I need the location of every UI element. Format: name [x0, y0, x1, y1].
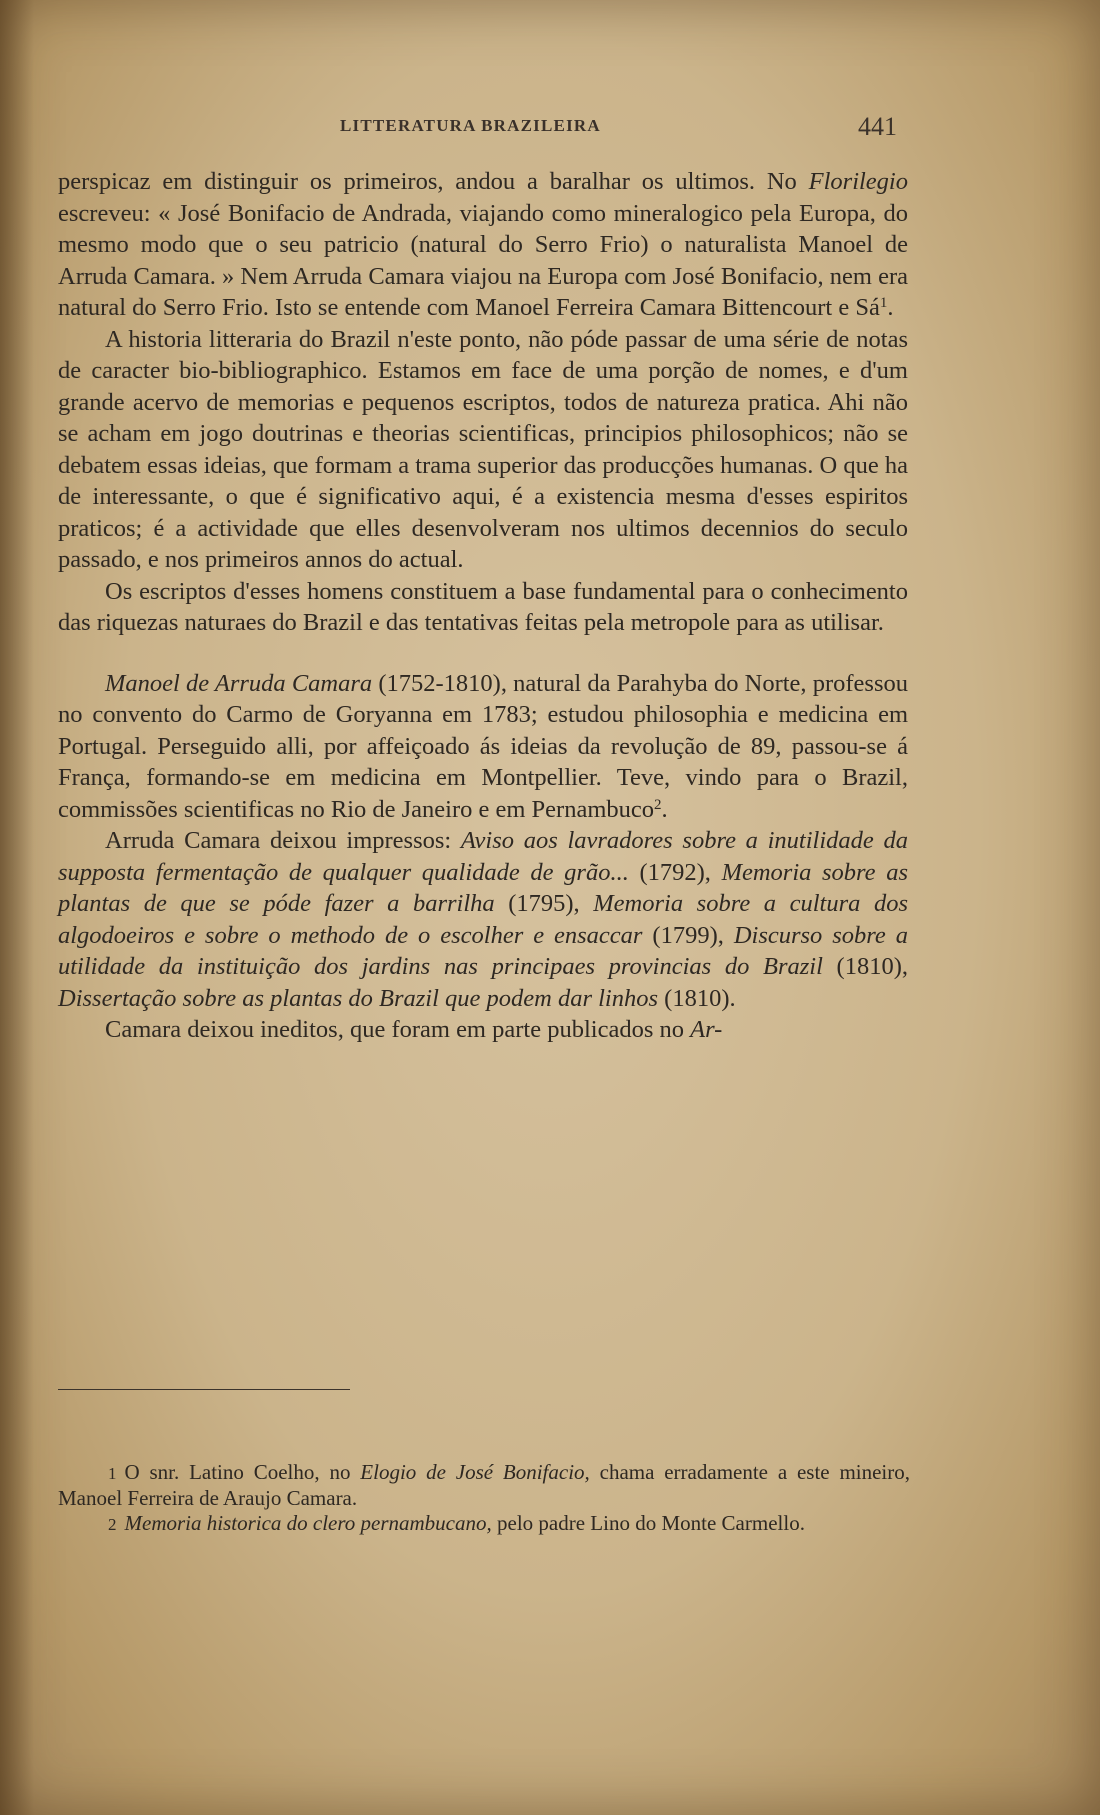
- page-spine-shadow: [0, 0, 34, 1815]
- footnote-divider: [58, 1389, 350, 1390]
- paragraph-4: Manoel de Arruda Camara (1752-1810), natural da Parahyba do Norte, professou no convento do Carmo de Goryanna em 1783; estudou philosophia e medicina em Portugal. Perseguido alli, por affeiçoado ás ideias da revolução de 89, passou-se á França, formando-se em medicina em Montpellier. Teve, vindo para o Brazil, commissões scientificas no Rio de Janeiro e em Pernambuco$^2$.: [58, 669, 909, 823]
- footnote-ref-2: 2: [654, 796, 662, 813]
- body-text: [58, 166, 908, 1046]
- page-header: [0, 112, 1100, 142]
- paragraph-3: Os escriptos d'esses homens constituem a base fundamental para o conhecimento das riquezas naturaes do Brazil e das tentativas feitas pela metropole para as utilisar.: [58, 577, 908, 636]
- work-title: Memoria sobre a cultura dos algodoeiros e sobre o methodo de o escolher e ensaccar: [58, 890, 908, 949]
- work-title: Aviso aos lavradores sobre a inutilidade da supposta fermentação de qualquer qualidade de grão...: [58, 827, 908, 886]
- running-title: LITTERATURA BRAZILEIRA: [340, 116, 601, 135]
- footnote-mark: 2: [108, 1515, 117, 1534]
- page-number: 441: [858, 112, 897, 141]
- paragraph-1: perspicaz em distinguir os primeiros, andou a baralhar os ultimos. No Florilegio escreveu: « José Bonifacio de Andrada, viajando como mineralogico pela Europa, do mesmo modo que o seu patricio (natural do Serro Frio) o naturalista Manoel de Arruda Camara. » Nem Arruda Camara viajou na Europa com José Bonifacio, nem era natural do Serro Frio. Isto se entende com Manoel Ferreira Camara Bittencourt e $Sá^1$.: [58, 168, 908, 321]
- footnote-1: 1 O snr. Latino Coelho, no Elogio de José Bonifacio, chama erradamente a este mineiro, Manoel Ferreira de Araujo Camara.: [58, 1460, 911, 1510]
- paragraph-2: A historia litteraria do Brazil n'este ponto, não póde passar de uma série de notas de caracter bio-bibliographico. Estamos em face de uma porção de nomes, e d'um grande acervo de memorias e pequenos escriptos, todos de natureza pratica. Ahi não se acham em jogo doutrinas e theorias scientificas, principios philosophicos; não se debatem essas ideias, que formam a trama superior das producções humanas. O que ha de interessante, o que é significativo aqui, é a existencia mesma d'esses espiritos praticos; é a actividade que elles desenvolveram nos ultimos decennios do seculo passado, e nos primeiros annos do actual.: [58, 325, 908, 573]
- paragraph-6: Camara deixou ineditos, que foram em parte publicados no Ar-: [105, 1016, 723, 1043]
- paragraph-5: Arruda Camara deixou impressos: Aviso aos lavradores sobre a inutilidade da supposta fermentação de qualquer qualidade de grão... (1792), Memoria sobre as plantas de que se póde fazer a barrilha (1795), Memoria sobre a cultura dos algodoeiros e sobre o methodo de o escolher e ensaccar (1799), Discurso sobre a utilidade da instituição dos jardins nas principaes provincias do Brazil (1810), Dissertação sobre as plantas do Brazil que podem dar linhos (1810).: [58, 827, 908, 1012]
- footnote-ref-1: 1: [879, 295, 888, 311]
- italic-title-florilegio: Florilegio: [808, 168, 908, 195]
- footnote-2: 2 Memoria historica do clero pernambucano, pelo padre Lino do Monte Carmello.: [108, 1511, 805, 1535]
- footnotes: [58, 1460, 910, 1537]
- work-title: Memoria sobre as plantas de que se póde fazer a barrilha: [58, 858, 908, 917]
- footnote-mark: 1: [108, 1464, 117, 1483]
- work-title: Discurso sobre a utilidade da instituição dos jardins nas principaes provincias do Brazil: [58, 921, 908, 980]
- work-title: Dissertação sobre as plantas do Brazil que podem dar linhos: [58, 984, 659, 1012]
- biography-name: Manoel de Arruda Camara: [105, 669, 373, 697]
